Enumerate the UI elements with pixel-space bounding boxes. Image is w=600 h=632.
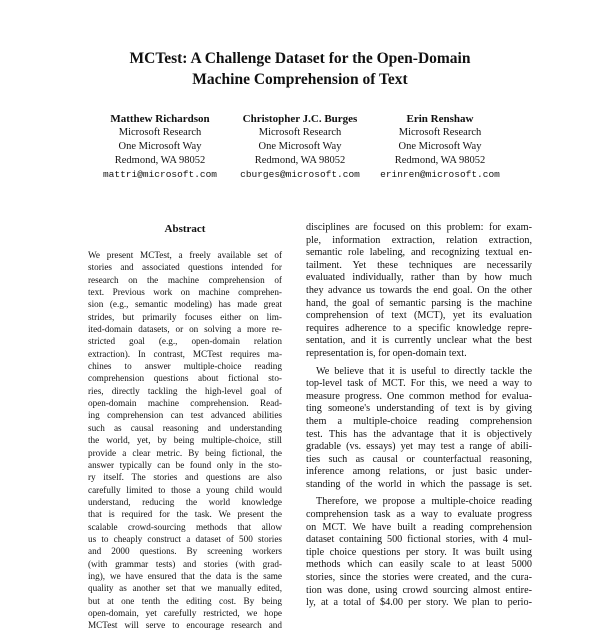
- text-line: evaluated individually, rather than by how much: [306, 272, 532, 284]
- text-line: carefully limited to those a young child would: [88, 484, 282, 495]
- abstract-heading: Abstract: [164, 223, 206, 235]
- text-line: We present MCTest, a freely available set of: [88, 250, 282, 260]
- text-line: standing of the world in which the passage is set.: [306, 478, 532, 490]
- text-line: stricted goal (e.g., open-domain relation: [88, 336, 282, 347]
- author-street: One Microsoft Way: [118, 141, 202, 152]
- text-line: dataset containing 500 fictional stories, with 4 mul-: [306, 534, 532, 546]
- text-line: and 2000 questions. By screening workers: [88, 546, 282, 557]
- text-line: We believe that it is useful to directly tackle the: [316, 365, 532, 377]
- text-line: tion was done, using crowd sourcing almost entire-: [306, 584, 532, 596]
- text-line: research on the machine comprehension of: [88, 274, 282, 285]
- text-line: open-domain machine comprehension. Read-: [88, 398, 282, 409]
- text-line: such as causal reasoning and understanding: [88, 422, 282, 433]
- text-line: ple, information extraction, relation extraction,: [306, 234, 532, 246]
- text-line: ting someone's understanding of text is by giving: [306, 403, 532, 415]
- text-line: sentation, and it is currently unclear what the best: [306, 335, 532, 347]
- text-line: top-level task of MCT. For this, we need a way to: [306, 378, 532, 390]
- author-city: Redmond, WA 98052: [114, 155, 206, 166]
- text-line: gradable (vs. essays) yet may test a range of abili-: [306, 441, 532, 453]
- author-name: Erin Renshaw: [406, 113, 474, 125]
- body-paragraph: [306, 222, 532, 361]
- text-line: inference among relations, or just basic under-: [306, 466, 532, 478]
- text-line: them a multiple-choice reading comprehension: [306, 415, 532, 427]
- author-city: Redmond, WA 98052: [254, 155, 346, 166]
- author-affiliation: Microsoft Research: [258, 127, 342, 138]
- text-line: stories, since the stories were created, and the cura-: [306, 572, 532, 584]
- paper-title: [0, 48, 600, 90]
- author-email: erinren@microsoft.com: [380, 169, 500, 180]
- text-line: text. Previous work on machine comprehen-: [88, 287, 282, 298]
- text-line: provide a clear metric. By being fictional, the: [88, 447, 282, 458]
- text-line: stories and associated questions intended for: [88, 262, 282, 273]
- text-line: chines to answer multiple-choice reading: [88, 361, 282, 372]
- text-line: ries, directly tackling the high-level goal of: [88, 385, 282, 396]
- text-line: requires adherence to a specific knowledge repre-: [306, 322, 532, 334]
- text-line: ly, at a total of $4.00 per story. We plan to perio-: [306, 597, 532, 609]
- text-line: open-domain, yet carefully restricted, we hope: [88, 607, 282, 618]
- text-line: methods which can easily scale to at least 5000: [306, 559, 532, 571]
- body-paragraph: [306, 496, 532, 609]
- text-line: ing comprehension can test advanced abilities: [88, 410, 282, 421]
- left-column: [88, 223, 282, 632]
- title-line-2: Machine Comprehension of Text: [192, 71, 408, 88]
- text-line: comprehension of text (MCT), yet its evaluation: [306, 310, 532, 322]
- text-line: scalable crowd-sourcing methods that allow: [88, 521, 282, 532]
- author-street: One Microsoft Way: [258, 141, 342, 152]
- text-line: sion (e.g., semantic modeling) has made great: [88, 299, 282, 310]
- body-paragraph: [306, 366, 532, 492]
- author-name: Matthew Richardson: [110, 113, 210, 125]
- text-line: comprehension task as a way to evaluate progress: [306, 509, 532, 521]
- text-line: representation is, for open-domain text.: [306, 347, 467, 359]
- text-line: strides, but primarily focuses either on lim-: [88, 311, 282, 322]
- author-affiliation: Microsoft Research: [398, 127, 482, 138]
- text-line: extraction). In contrast, MCTest requires ma-: [88, 348, 282, 359]
- text-line: tiple choice questions per story. It was built using: [306, 546, 532, 558]
- text-line: comprehension questions about fictional sto-: [88, 373, 282, 384]
- abstract-paragraph: [88, 249, 282, 632]
- text-line: tailment. Yet these techniques are necessarily: [306, 259, 532, 271]
- author-street: One Microsoft Way: [398, 141, 482, 152]
- text-line: semantic role labeling, and recognizing textual en-: [306, 247, 532, 259]
- author-city: Redmond, WA 98052: [394, 155, 486, 166]
- text-line: measure progress. One common method for evalua-: [306, 390, 532, 402]
- right-column: [306, 222, 532, 610]
- text-line: ties such as causal or counterfactual reasoning,: [306, 453, 532, 465]
- author-affiliation: Microsoft Research: [118, 127, 202, 138]
- text-line: MCTest will serve to encourage research and: [88, 620, 282, 631]
- text-line: on MCT. We have built a reading comprehension: [306, 521, 532, 533]
- text-line: understand, reducing the world knowledge: [88, 496, 282, 507]
- author-block: [0, 112, 600, 182]
- text-line: (with grammar tests) and stories (with grad-: [88, 558, 282, 569]
- text-line: ry itself. The stories and questions are also: [88, 472, 282, 483]
- author-name: Christopher J.C. Burges: [242, 113, 358, 125]
- title-line-1: MCTest: A Challenge Dataset for the Open-Domain: [129, 50, 471, 67]
- text-line: quality as another set that we manually edited,: [88, 583, 282, 594]
- text-line: answer typically can be found only in the sto-: [88, 459, 282, 470]
- text-line: us to cheaply construct a dataset of 500 stories: [88, 533, 282, 544]
- author-email: cburges@microsoft.com: [240, 169, 360, 180]
- author-email: mattri@microsoft.com: [102, 169, 218, 180]
- text-line: they advance us towards the end goal. On the other: [306, 284, 532, 296]
- text-line: the world, yet, by being multiple-choice, still: [88, 435, 282, 446]
- text-line: hand, the goal of semantic parsing is the machine: [306, 297, 532, 309]
- text-line: disciplines are focused on this problem: for exam-: [306, 222, 532, 233]
- text-line: test. This has the advantage that it is objectively: [306, 428, 532, 440]
- text-line: ited-domain datasets, or on solving a more re-: [88, 324, 282, 335]
- author-card: [350, 112, 530, 182]
- text-line: that is required for the task. We present the: [88, 509, 282, 520]
- text-line: Therefore, we propose a multiple-choice reading: [316, 496, 532, 508]
- text-line: ing), we have ensured that the data is the same: [88, 570, 282, 581]
- text-line: but at one tenth the editing cost. By being: [88, 595, 282, 606]
